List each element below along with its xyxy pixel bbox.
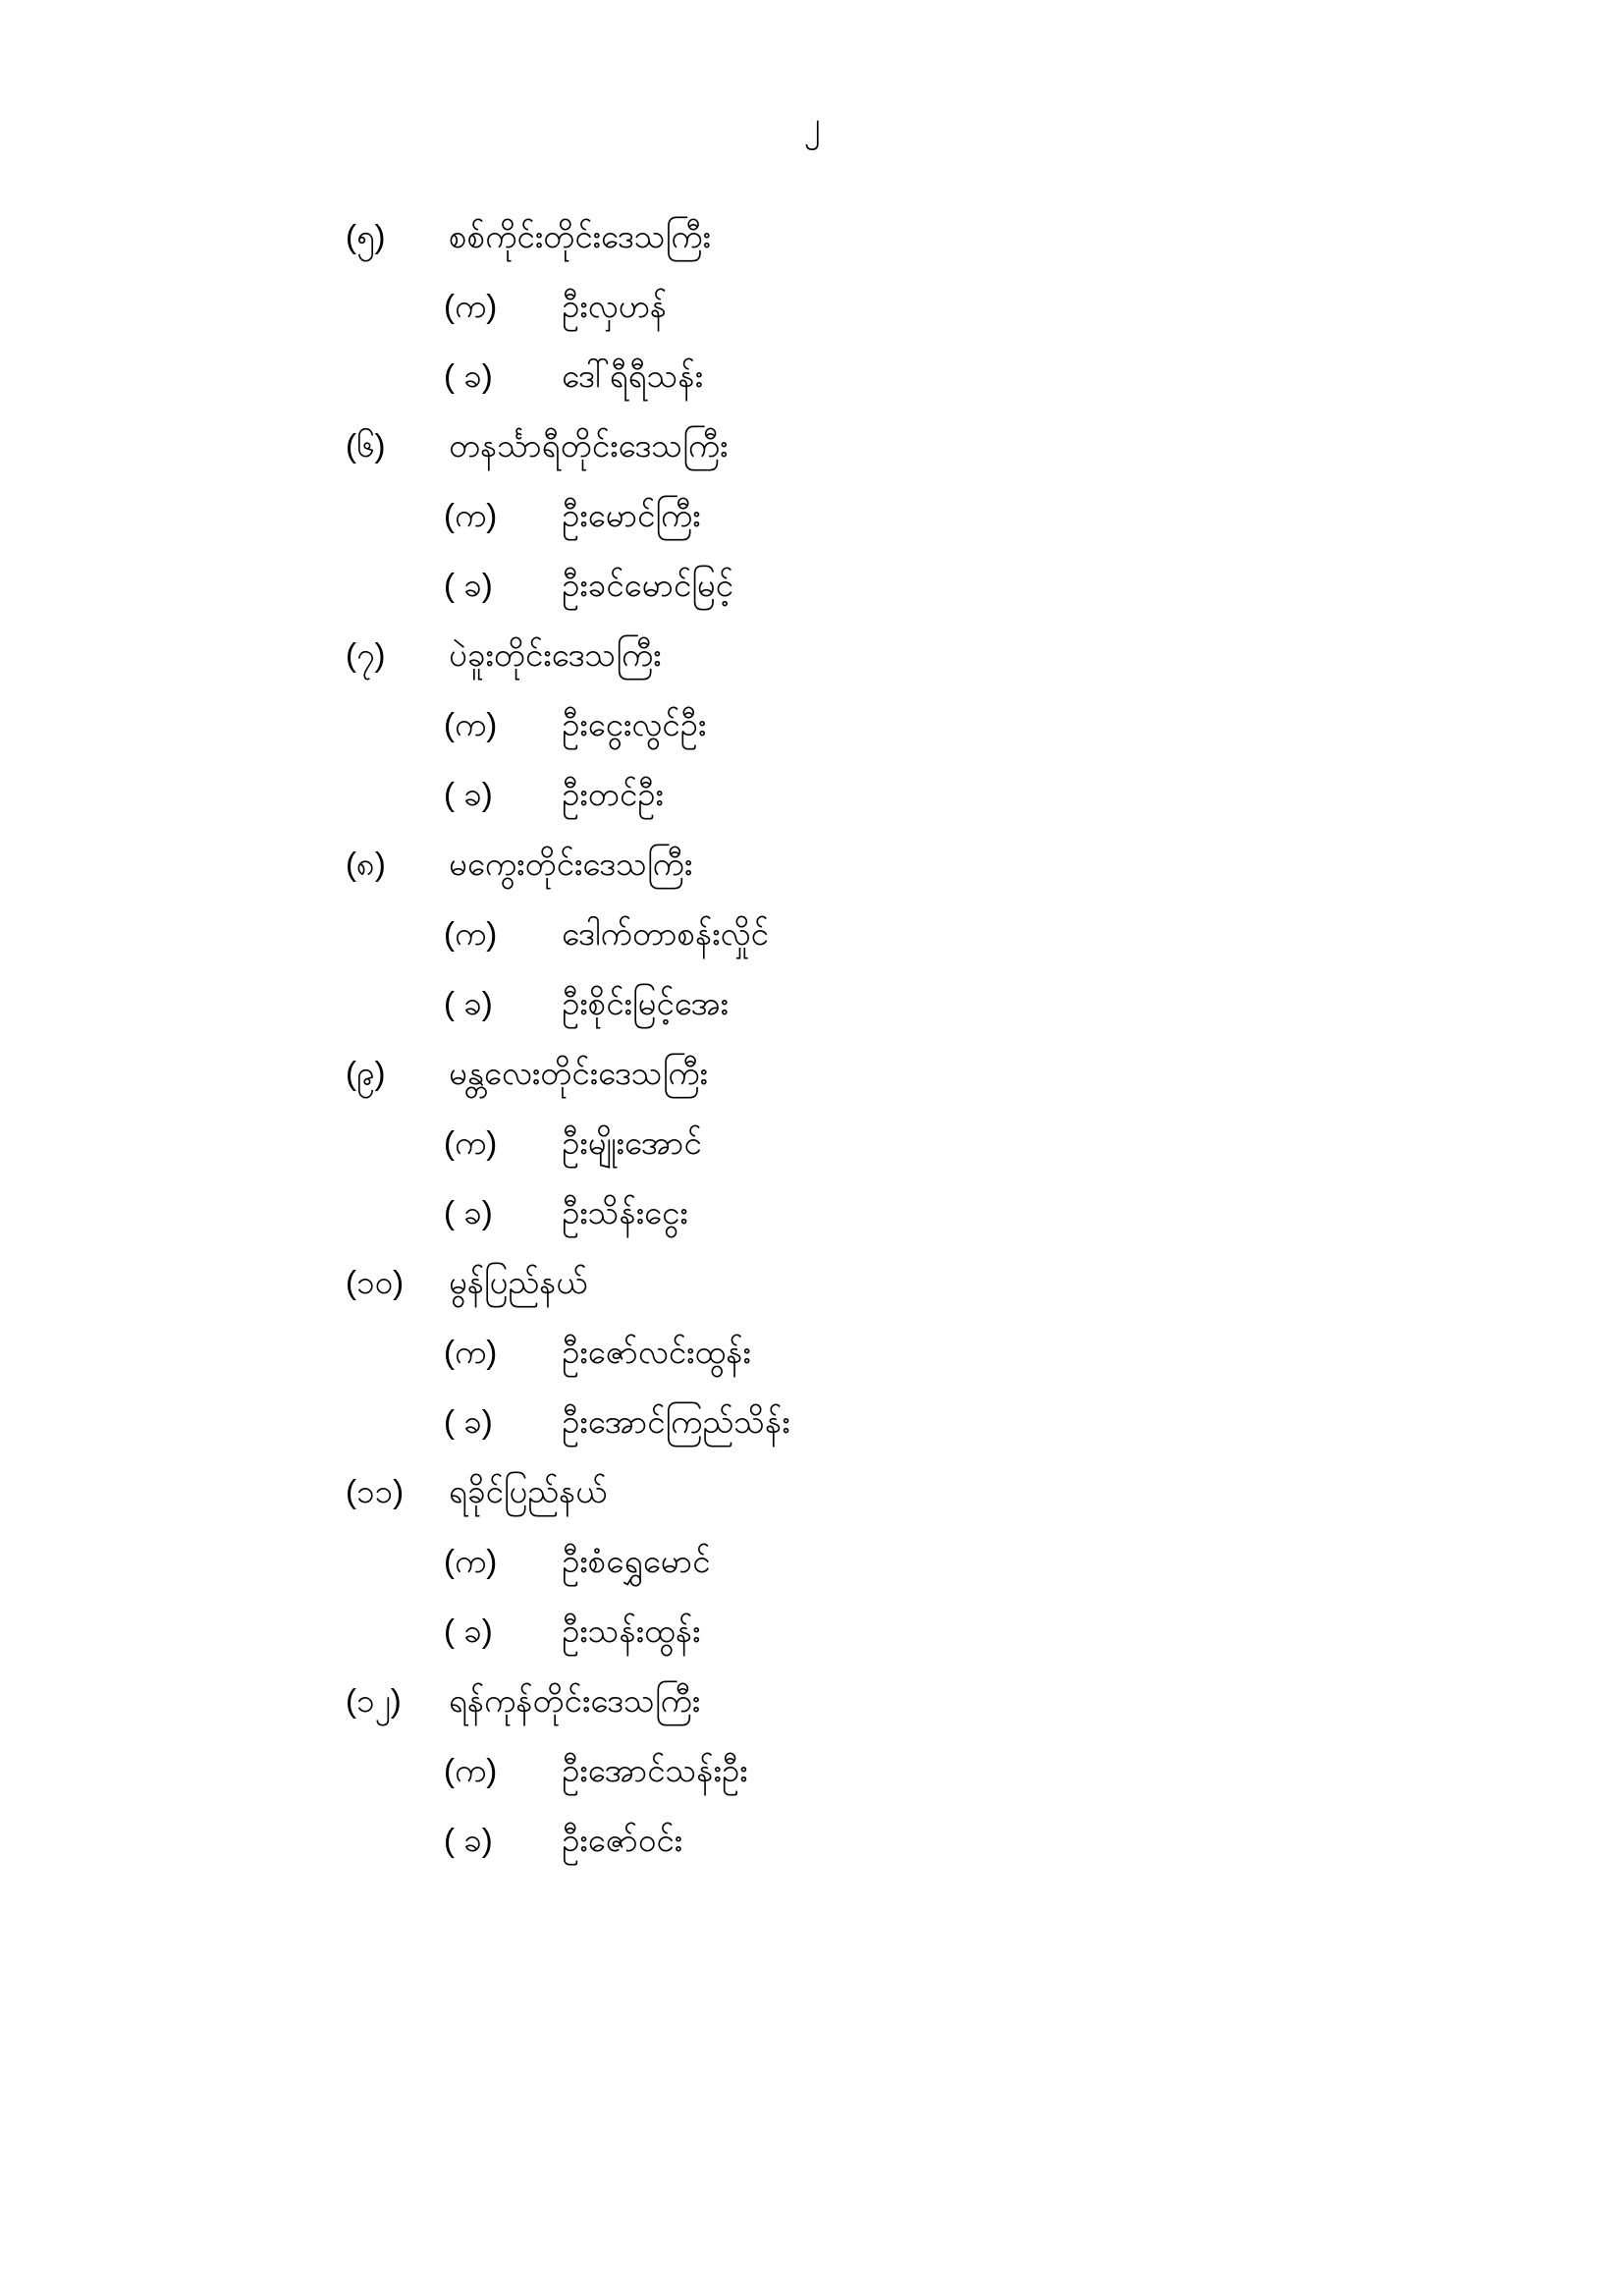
member-entry — [346, 569, 1428, 601]
member-label: ( ခ) — [444, 1822, 493, 1858]
member-entry — [346, 359, 1428, 392]
member-label: (က) — [444, 1752, 498, 1788]
list-group — [346, 847, 1428, 1019]
region-number: (၈) — [346, 846, 386, 882]
member-name: ဦးဇော်လင်းထွန်း — [562, 1334, 751, 1370]
region-title: ရခိုင်ပြည်နယ် — [449, 1473, 608, 1509]
region-title: တနင်္သာရီတိုင်းဒေသကြီး — [449, 427, 729, 464]
member-label: (က) — [444, 288, 498, 324]
member-entry — [346, 1405, 1428, 1438]
list-group — [346, 220, 1428, 392]
member-label: ( ခ) — [444, 567, 493, 603]
member-label: ( ခ) — [444, 985, 493, 1021]
region-title: စစ်ကိုင်းတိုင်းဒေသကြီး — [449, 218, 711, 254]
member-entry — [346, 1196, 1428, 1229]
member-name: ဦးမျိုးအောင် — [562, 1124, 702, 1161]
member-entry — [346, 708, 1428, 740]
list-group — [346, 1684, 1428, 1856]
region-entry — [346, 638, 1428, 671]
member-label: (က) — [444, 497, 498, 533]
member-label: (က) — [444, 1124, 498, 1161]
member-entry — [346, 1824, 1428, 1856]
list-group — [346, 1266, 1428, 1438]
member-name: ဦးခင်မောင်မြင့် — [562, 567, 733, 603]
page-number: ၂ — [803, 106, 821, 143]
region-number: (၉) — [346, 1055, 386, 1091]
region-number: (၁၂) — [346, 1682, 402, 1719]
member-entry — [346, 290, 1428, 322]
member-name: ဦးအောင်ကြည်သိန်း — [562, 1403, 790, 1440]
region-entry — [346, 1266, 1428, 1298]
member-name: ဦးလှဟန် — [562, 288, 667, 324]
list-group — [346, 429, 1428, 601]
member-entry — [346, 917, 1428, 950]
list-group — [346, 1057, 1428, 1229]
region-entry — [346, 220, 1428, 252]
region-number: (၇) — [346, 636, 386, 673]
member-entry — [346, 1126, 1428, 1159]
list-group — [346, 638, 1428, 810]
region-title: ရန်ကုန်တိုင်းဒေသကြီး — [449, 1682, 701, 1719]
region-entry — [346, 1684, 1428, 1717]
member-label: ( ခ) — [444, 357, 493, 394]
region-number: (၅) — [346, 218, 386, 254]
region-entry — [346, 1475, 1428, 1507]
member-name: ဦးမောင်ကြီး — [562, 497, 701, 533]
member-label: (က) — [444, 1543, 498, 1579]
region-title: မကွေးတိုင်းဒေသကြီး — [449, 846, 693, 882]
region-entry — [346, 1057, 1428, 1089]
member-label: (က) — [444, 1334, 498, 1370]
member-label: ( ခ) — [444, 1613, 493, 1649]
member-label: (က) — [444, 915, 498, 952]
region-title: မန္တလေးတိုင်းဒေသကြီး — [449, 1055, 708, 1091]
member-name: ဦးစိုင်းမြင့်အေး — [562, 985, 729, 1021]
list-group — [346, 1475, 1428, 1647]
member-entry — [346, 1754, 1428, 1786]
member-label: (က) — [444, 706, 498, 742]
document-body — [0, 220, 1624, 1856]
member-entry — [346, 778, 1428, 810]
member-entry — [346, 1614, 1428, 1647]
region-number: (၁၁) — [346, 1473, 405, 1509]
region-number: (၁၀) — [346, 1264, 405, 1300]
member-entry — [346, 499, 1428, 531]
member-entry — [346, 987, 1428, 1019]
member-name: ဒေါက်တာစန်းလှိုင် — [562, 915, 769, 952]
region-title: မွန်ပြည်နယ် — [449, 1264, 588, 1300]
member-name: ဦးသန်းထွန်း — [562, 1613, 701, 1649]
member-entry — [346, 1545, 1428, 1577]
member-label: ( ခ) — [444, 1403, 493, 1440]
member-name: ဦးအောင်သန်းဦး — [562, 1752, 748, 1788]
member-name: ဦးသိန်းငွေး — [562, 1194, 688, 1230]
member-label: ( ခ) — [444, 776, 493, 812]
region-number: (၆) — [346, 427, 386, 464]
member-entry — [346, 1336, 1428, 1368]
member-name: ဦးငွေးလွင်ဦး — [562, 706, 707, 742]
region-entry — [346, 429, 1428, 462]
member-name: ဦးစံရွှေမောင် — [562, 1543, 711, 1579]
member-name: ဦးတင်ဦး — [562, 776, 664, 812]
region-entry — [346, 847, 1428, 880]
member-label: ( ခ) — [444, 1194, 493, 1230]
member-name: ဦးဇော်ဝင်း — [562, 1822, 683, 1858]
member-name: ဒေါ်ရီရီသန်း — [562, 357, 703, 394]
region-title: ပဲခူးတိုင်းဒေသကြီး — [449, 636, 662, 673]
